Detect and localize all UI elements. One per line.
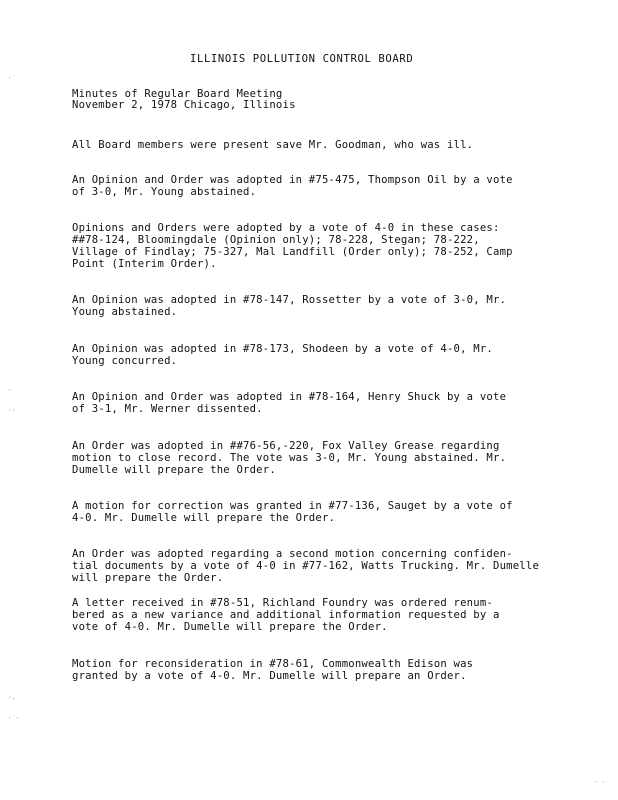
paragraph-henry-shuck: An Opinion and Order was adopted in #78-164, Henry Shuck by a vote of 3-1, Mr. Werner dissented. xyxy=(72,391,507,415)
scan-speck: ·. xyxy=(8,694,16,701)
paragraph-attendance: All Board members were present save Mr. Goodman, who was ill. xyxy=(72,139,474,151)
paragraph-shodeen: An Opinion was adopted in #78-173, Shodeen by a vote of 4-0, Mr. Young concurred. xyxy=(72,343,493,367)
paragraph-thompson-oil: An Opinion and Order was adopted in #75-475, Thompson Oil by a vote of 3-0, Mr. Young abstained. xyxy=(72,174,513,198)
paragraph-fox-valley-grease: An Order was adopted in ##76-56,-220, Fox Valley Grease regarding motion to close record. The vote was 3-0, Mr. Young abstained. Mr. Dumelle will prepare the Order. xyxy=(72,440,507,476)
paragraph-watts-trucking: An Order was adopted regarding a second motion concerning confiden- tial documents by a vote of 4-0 in #77-162, Watts Trucking. Mr. Dumelle will prepare the Order. xyxy=(72,548,540,584)
scan-speck: ·˙· xyxy=(8,715,20,722)
scan-speck: ·˙ xyxy=(8,75,16,82)
document-title: ILLINOIS POLLUTION CONTROL BOARD xyxy=(190,53,414,65)
paragraph-sauget: A motion for correction was granted in #77-136, Sauget by a vote of 4-0. Mr. Dumelle will prepare the Order. xyxy=(72,500,513,524)
paragraph-multiple-cases: Opinions and Orders were adopted by a vote of 4-0 in these cases: ##78-124, Bloomingdale (Opinion only); 78-228, Stegan; 78-222, Village of Findlay; 75-327, Mal Landfill (Order only); 78-252, Camp Point (Interim Order). xyxy=(72,222,513,270)
scan-speck: · xyxy=(8,387,12,394)
paragraph-richland-foundry: A letter received in #78-51, Richland Foundry was ordered renum- bered as a new variance and additional information requested by a vote of 4-0. Mr. Dumelle will prepare the Order. xyxy=(72,597,500,633)
meeting-heading-line2: November 2, 1978 Chicago, Illinois xyxy=(72,99,296,111)
scan-speck: · · xyxy=(594,779,606,786)
meeting-heading-line1: Minutes of Regular Board Meeting xyxy=(72,88,283,100)
scan-speck: ·· xyxy=(8,407,16,414)
paragraph-rossetter: An Opinion was adopted in #78-147, Rossetter by a vote of 3-0, Mr. Young abstained. xyxy=(72,294,507,318)
paragraph-commonwealth-edison: Motion for reconsideration in #78-61, Commonwealth Edison was granted by a vote of 4-0. Mr. Dumelle will prepare an Order. xyxy=(72,658,474,682)
